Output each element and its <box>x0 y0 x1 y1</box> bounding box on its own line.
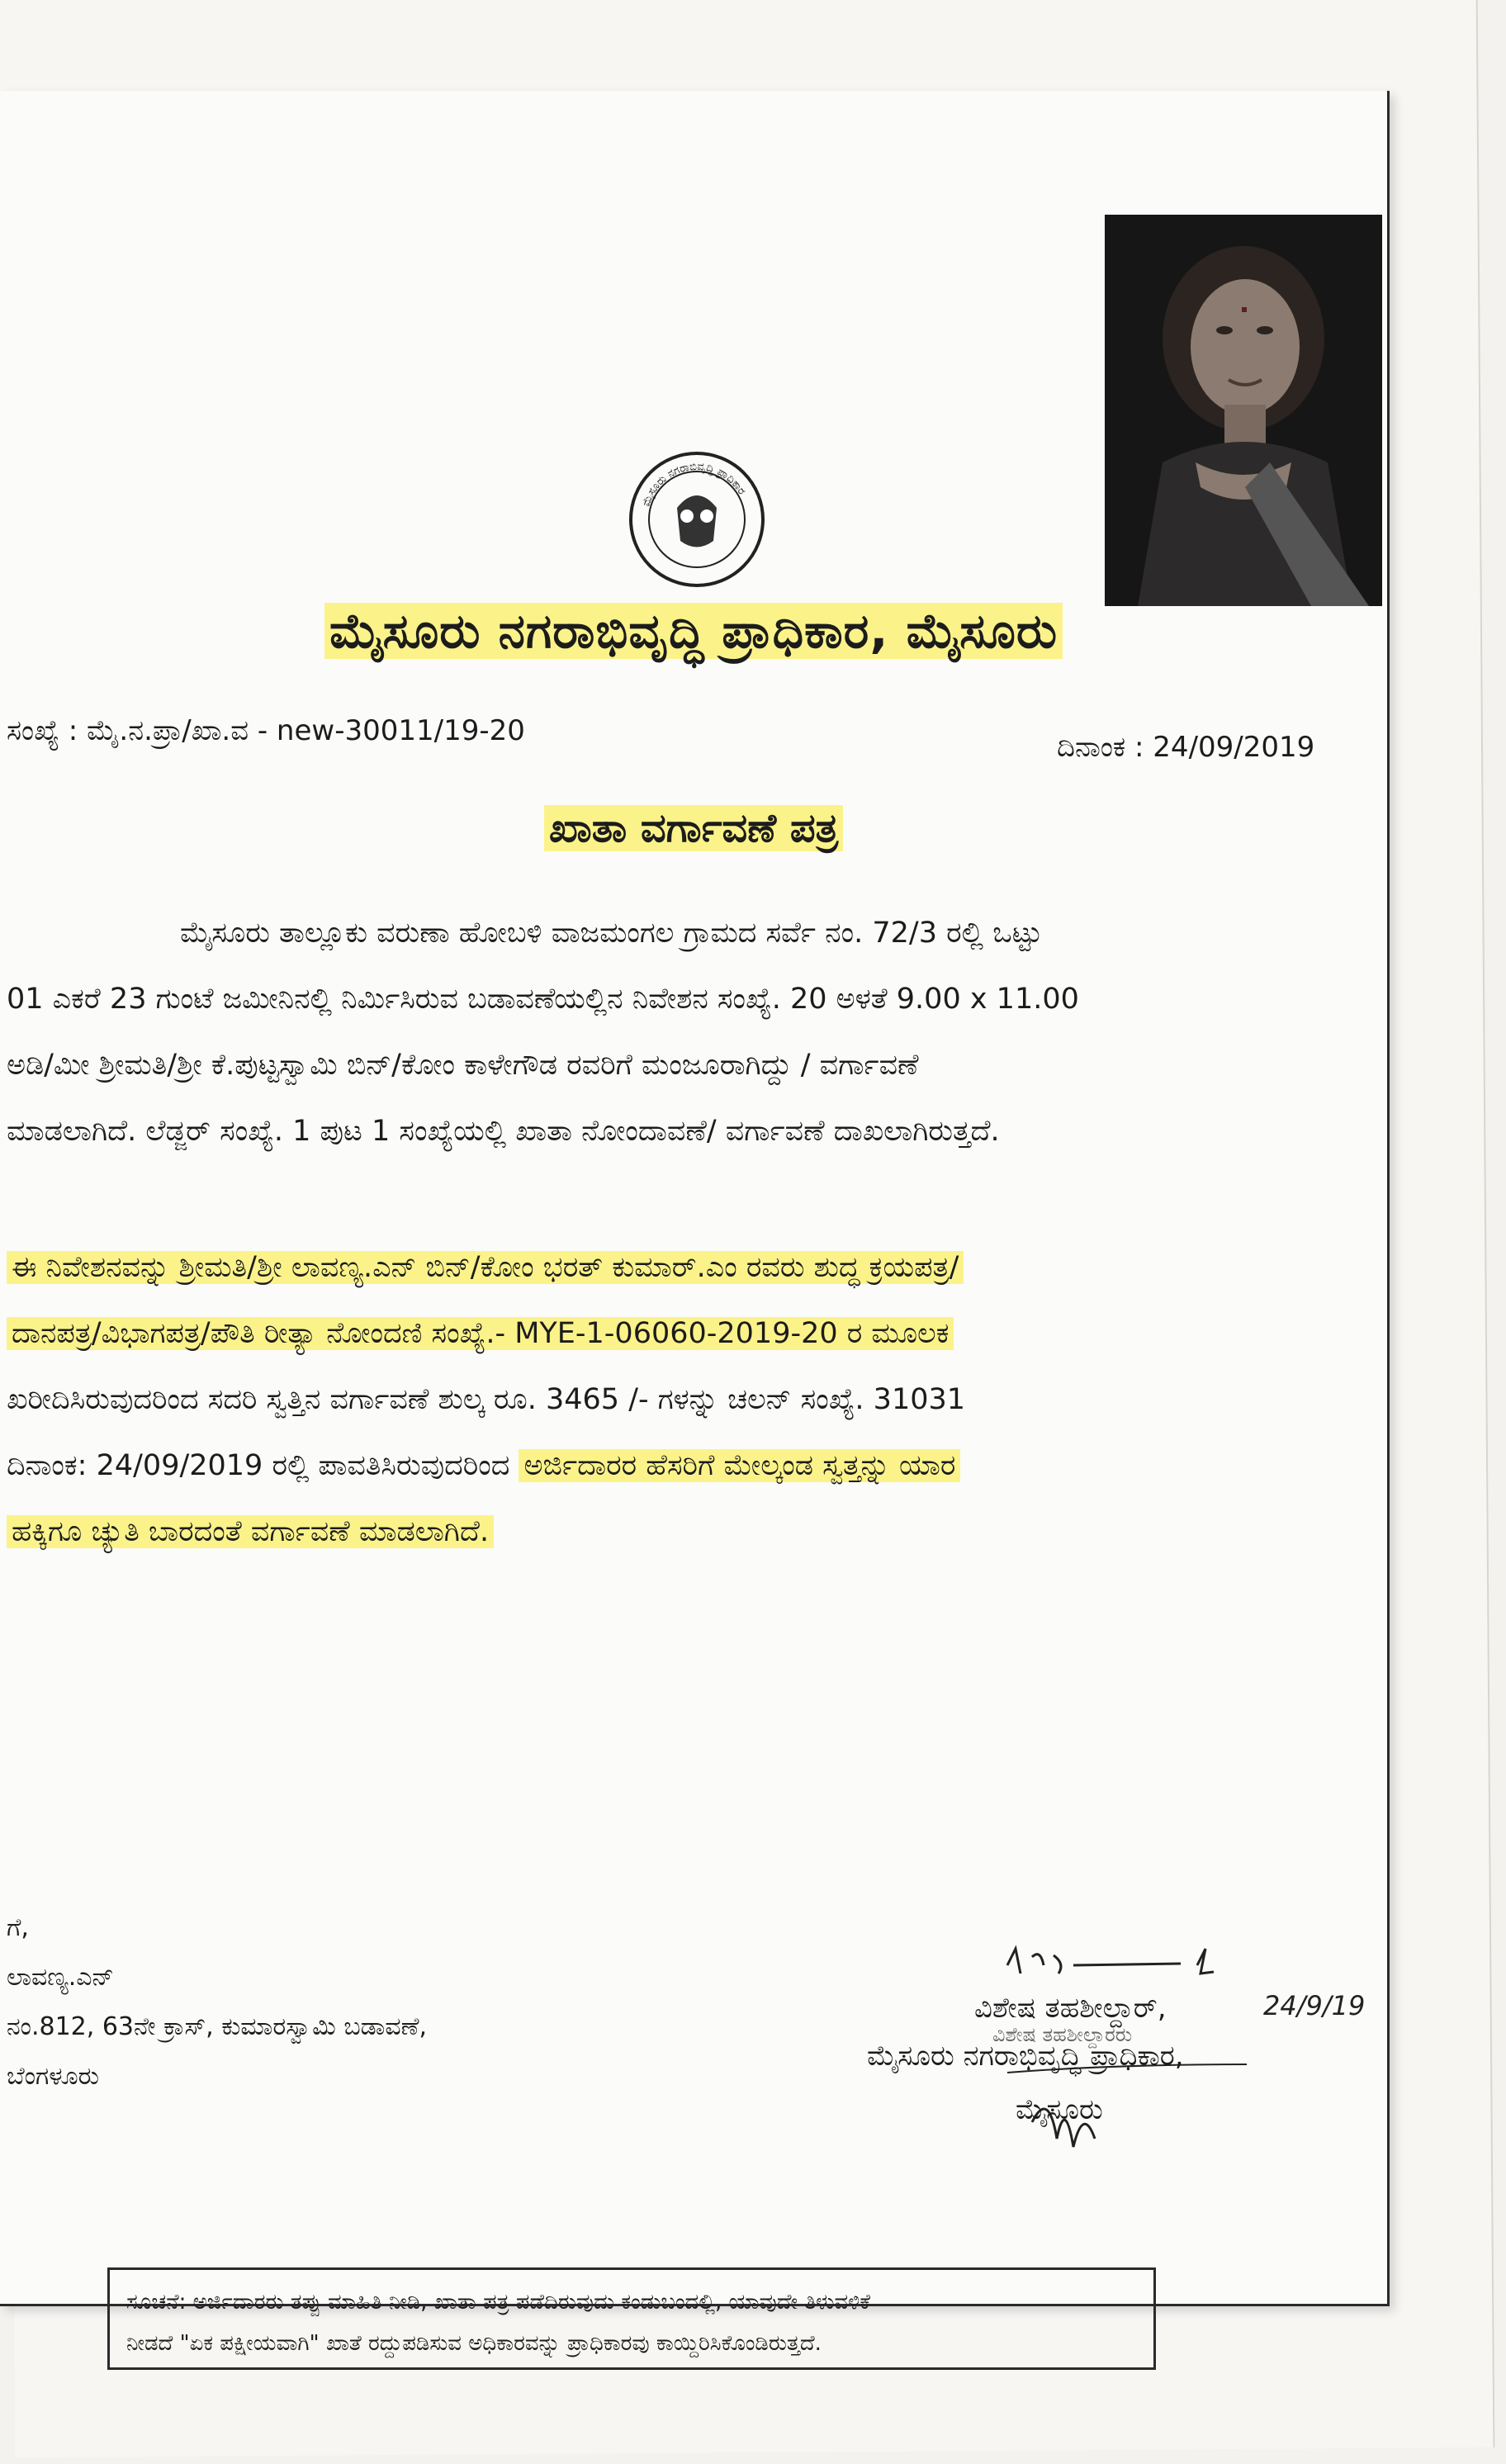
paragraph-line: ಮಾಡಲಾಗಿದೆ. ಲೆಡ್ಜರ್ ಸಂಖ್ಯೆ. 1 ಪುಟ 1 ಸಂಖ್ಯೆಯಲ್ಲಿ ಖಾತಾ ನೋಂದಾವಣೆ/ ವರ್ಗಾವಣೆ ದಾಖಲಾಗಿರುತ್ತದೆ. <box>7 1115 1000 1148</box>
recipient-salutation: ಗೆ, <box>7 1913 29 1942</box>
notice-box <box>107 2267 1156 2370</box>
document-sheet <box>0 91 1390 2356</box>
paragraph-line <box>7 1234 1377 1301</box>
paragraph-line <box>7 1301 1377 1367</box>
highlighted-text: ಈ ನಿವೇಶನವನ್ನು ಶ್ರೀಮತಿ/ಶ್ರೀ ಲಾವಣ್ಯ.ಎನ್ ಬಿನ್/ಕೋಂ ಭರತ್ ಕುಮಾರ್.ಎಂ ರವರು ಶುದ್ಧ ಕ್ರಯಪತ್ರ/ <box>7 1251 964 1284</box>
reference-number: ಸಂಖ್ಯೆ : ಮೈ.ನ.ಪ್ರಾ/ಖಾ.ವ - new-30011/19-20 <box>7 714 525 747</box>
paragraph-line: ಅಡಿ/ಮೀ ಶ್ರೀಮತಿ/ಶ್ರೀ ಕೆ.ಪುಟ್ಟಸ್ವಾಮಿ ಬಿನ್/ಕೋಂ ಕಾಳೇಗೌಡ ರವರಿಗೆ ಮಂಜೂರಾಗಿದ್ದು / ವರ್ಗಾವಣೆ <box>7 1049 919 1082</box>
paragraph-line <box>7 1499 1377 1565</box>
highlighted-text: ಹಕ್ಕಿಗೂ ಚ್ಯುತಿ ಬಾರದಂತೆ ವರ್ಗಾವಣೆ ಮಾಡಲಾಗಿದೆ. <box>7 1515 494 1548</box>
paragraph-transfer <box>7 1234 1377 1565</box>
recipient-name: ಲಾವಣ್ಯ.ಎನ್ <box>7 1963 114 1992</box>
authority-title-text: ಮೈಸೂರು ನಗರಾಭಿವೃದ್ಧಿ ಪ್ರಾಧಿಕಾರ, ಮೈಸೂರು <box>324 603 1063 659</box>
applicant-photo <box>1105 215 1382 606</box>
signatory-city: ಮೈಸೂರು <box>1016 2093 1103 2126</box>
signature-block <box>867 1940 1395 2180</box>
paragraph-line: ಮೈಸೂರು ತಾಲ್ಲೂಕು ವರುಣಾ ಹೋಬಳಿ ವಾಜಮಂಗಲ ಗ್ರಾಮದ ಸರ್ವೆ ನಂ. 72/3 ರಲ್ಲಿ ಒಟ್ಟು <box>180 917 1043 950</box>
plain-text: ದಿನಾಂಕ: 24/09/2019 ರಲ್ಲಿ ಪಾವತಿಸಿರುವುದರಿಂದ <box>7 1449 510 1482</box>
issue-date: ದಿನಾಂಕ : 24/09/2019 <box>1057 731 1315 764</box>
notice-line: ಸೂಚನೆ: ಅರ್ಜಿದಾರರು ತಪ್ಪು ಮಾಹಿತಿ ನೀಡಿ, ಖಾತಾ ಪತ್ರ ಪಡೆದಿರುವುದು ಕಂಡುಬಂದಲ್ಲಿ, ಯಾವುದೇ ತಿಳುವಳಿಕೆ <box>126 2290 871 2315</box>
paragraph-line: 01 ಎಕರೆ 23 ಗುಂಟೆ ಜಮೀನಿನಲ್ಲಿ ನಿರ್ಮಿಸಿರುವ ಬಡಾವಣೆಯಲ್ಲಿನ ನಿವೇಶನ ಸಂಖ್ಯೆ. 20 ಅಳತೆ 9.00 x 11.00 <box>7 983 1079 1016</box>
recipient-street: ನಂ.812, 63ನೇ ಕ್ರಾಸ್, ಕುಮಾರಸ್ವಾಮಿ ಬಡಾವಣೆ, <box>7 2012 427 2041</box>
document-subtitle <box>0 805 1387 852</box>
signatory-stamp: ವಿಶೇಷ ತಹಶೀಲ್ದಾರರು <box>992 2023 1133 2046</box>
paragraph-allotment <box>7 900 1377 1164</box>
recipient-city: ಬೆಂಗಳೂರು <box>7 2062 100 2091</box>
seal-text: ಮೈಸೂರು ನಗರಾಭಿವೃದ್ಧಿ ಪ್ರಾಧಿಕಾರ <box>640 460 748 509</box>
paragraph-line: ಖರೀದಿಸಿರುವುದರಿಂದ ಸದರಿ ಸ್ವತ್ತಿನ ವರ್ಗಾವಣೆ ಶುಲ್ಕ ರೂ. 3465 /- ಗಳನ್ನು ಚಲನ್ ಸಂಖ್ಯೆ. 31031 <box>7 1383 966 1416</box>
recipient-address <box>7 1903 427 2102</box>
highlighted-text: ಅರ್ಜಿದಾರರ ಹೆಸರಿಗೆ ಮೇಲ್ಕಂಡ ಸ್ವತ್ತನ್ನು ಯಾರ <box>519 1449 960 1482</box>
highlighted-text: ದಾನಪತ್ರ/ವಿಭಾಗಪತ್ರ/ಪೌತಿ ರೀತ್ಯಾ ನೋಂದಣಿ ಸಂಖ್ಯೆ.- MYE-1-06060-2019-20 ರ ಮೂಲಕ <box>7 1317 954 1350</box>
document-subtitle-text: ಖಾತಾ ವರ್ಗಾವಣೆ ಪತ್ರ <box>544 805 843 851</box>
signatory-designation: ವಿಶೇಷ ತಹಶೀಲ್ದಾರ್, <box>974 1992 1167 2025</box>
signatory-office: ಮೈಸೂರು ನಗರಾಭಿವೃದ್ಧಿ ಪ್ರಾಧಿಕಾರ, <box>867 2040 1184 2073</box>
notice-line: ನೀಡದೆ "ಏಕ ಪಕ್ಷೀಯವಾಗಿ" ಖಾತೆ ರದ್ದುಪಡಿಸುವ ಅಧಿಕಾರವನ್ನು ಪ್ರಾಧಿಕಾರವು ಕಾಯ್ದಿರಿಸಿಕೊಂಡಿರುತ್ತದೆ. <box>126 2331 822 2356</box>
authority-seal <box>628 450 766 589</box>
handwritten-date: 24/9/19 <box>1263 1990 1366 2021</box>
paragraph-line <box>7 1433 1377 1499</box>
authority-title <box>0 603 1387 660</box>
